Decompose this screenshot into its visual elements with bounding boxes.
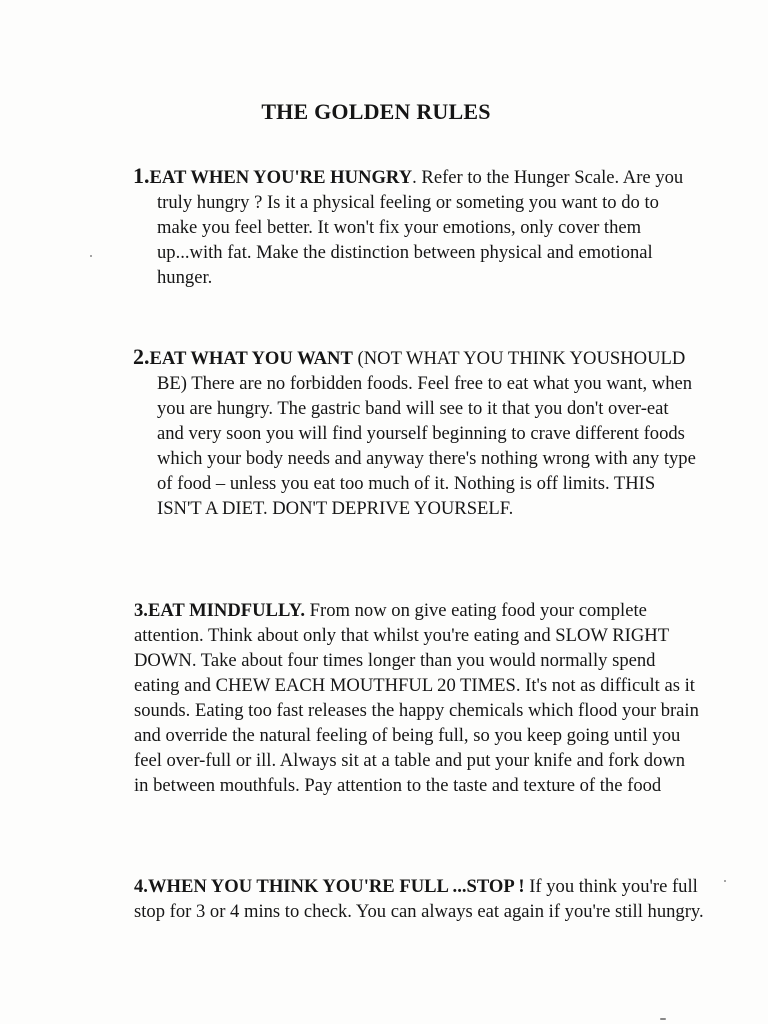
rule-2-number: 2. xyxy=(133,344,150,369)
rule-3-heading: EAT MINDFULLY. xyxy=(147,600,306,621)
scan-speck xyxy=(90,255,92,257)
rule-1-heading-suffix: . xyxy=(412,167,417,188)
rule-3-number: 3. xyxy=(134,600,148,621)
rule-4-body: If you think you're full stop for 3 or 4 mins to check. You can always eat again if you're still hungry. xyxy=(134,876,704,922)
rule-2-body: (NOT WHAT YOU THINK YOUSHOULD BE) There are no forbidden foods. Feel free to eat what you want, when you are hungry. The gastric band will see to it that you don't over-eat and very soon you will find yourself beginning to crave different foods which your body needs and anyway there's nothing wrong with any type of food – unless you eat too much of it. Nothing is off limits. THIS ISN'T A DIET. DON'T DEPRIVE YOURSELF. xyxy=(157,348,696,519)
rule-3-text xyxy=(134,598,704,798)
rule-1-text xyxy=(133,163,697,290)
rule-4-heading: WHEN YOU THINK YOU'RE FULL ...STOP ! xyxy=(147,876,525,897)
rule-1 xyxy=(133,163,697,290)
rule-1-number: 1. xyxy=(133,163,150,188)
rule-2-text xyxy=(133,344,697,521)
rule-4 xyxy=(134,874,704,924)
rule-4-text xyxy=(134,874,704,924)
rule-4-number: 4. xyxy=(134,876,148,897)
rule-1-heading: EAT WHEN YOU'RE HUNGRY xyxy=(149,167,413,188)
rule-2-heading: EAT WHAT YOU WANT xyxy=(149,348,353,369)
scan-speck xyxy=(724,880,726,882)
rule-3 xyxy=(134,598,704,798)
page-title: THE GOLDEN RULES xyxy=(261,99,491,124)
rule-3-body: From now on give eating food your complete attention. Think about only that whilst you're eating and SLOW RIGHT DOWN. Take about four times longer than you would normally spend eating and CHEW EACH MOUTHFUL 20 TIMES. It's not as difficult as it sounds. Eating too fast releases the happy chemicals which flood your brain and override the natural feeling of being full, so you keep going until you feel over-full or ill. Always sit at a table and put your knife and fork down in between mouthfuls. Pay attention to the taste and texture of the food xyxy=(134,600,699,796)
scan-speck xyxy=(660,1018,666,1020)
rule-1-body: Refer to the Hunger Scale. Are you truly hungry ? Is it a physical feeling or someting you want to do to make you feel better. It won't fix your emotions, only cover them up...with fat. Make the distinction between physical and emotional hunger. xyxy=(157,167,684,288)
rule-2 xyxy=(133,344,697,521)
